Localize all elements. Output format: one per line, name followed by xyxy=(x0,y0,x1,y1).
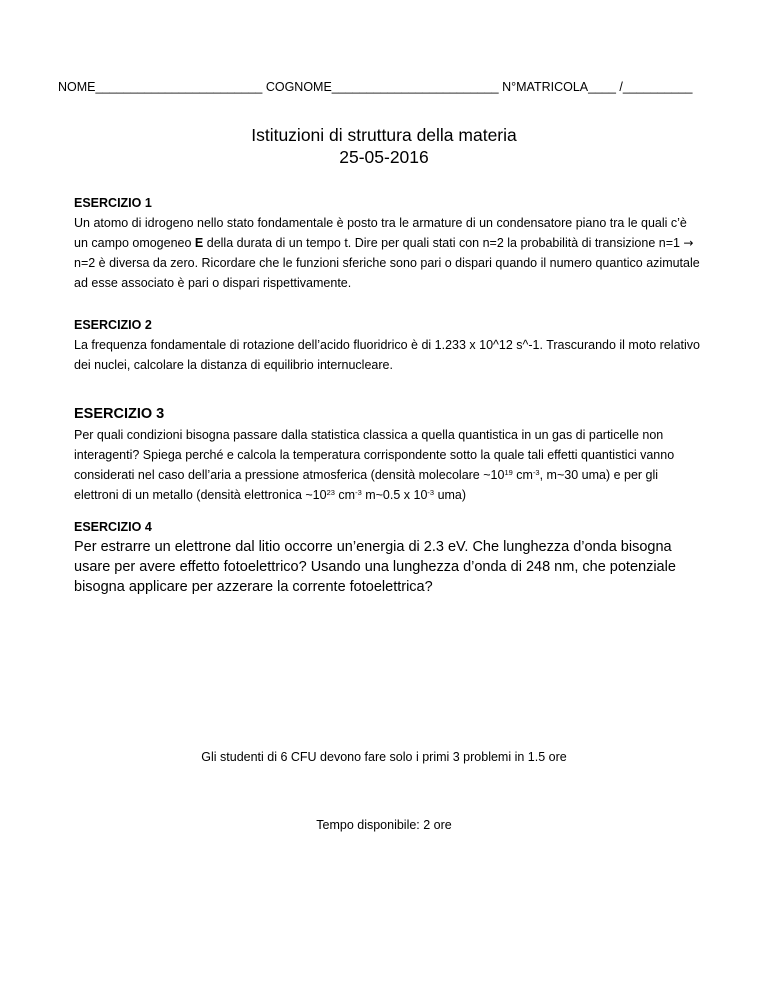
exercise-3-text-4: cm xyxy=(334,488,356,502)
course-title: Istituzioni di struttura della materia xyxy=(251,125,517,145)
exercise-2-text: La frequenza fondamentale di rotazione dell’acido fluoridrico è di 1.233 x 10^12 s^-1. Trascurando il moto relativo dei nuclei, calcolare la distanza di equilibrio internucleare. xyxy=(74,338,700,372)
exercise-1-text-part-c: n=2 è diversa da zero. Ricordare che le funzioni sferiche sono pari o dispari quando il numero quantico azimutale ad esse associato è pari o dispari rispettivamente. xyxy=(74,256,700,290)
exponent: -3 xyxy=(532,468,540,477)
exercise-1-text-part-a: Un atomo di idrogeno nello stato fondamentale è posto tra le armature di un condensatore piano tra le quali c’è un campo omogeneo xyxy=(74,216,687,250)
exercise-1-title: ESERCIZIO 1 xyxy=(74,196,152,210)
exercise-3-title: ESERCIZIO 3 xyxy=(74,406,165,422)
exponent: -3 xyxy=(427,488,435,497)
exercise-2-title: ESERCIZIO 2 xyxy=(74,318,152,332)
exercise-3-text-1: Per quali condizioni bisogna passare dalla statistica classica a quella quantistica in un gas di particelle non interagenti? Spiega perché e calcola la temperatura corrispondente sotto la quale tali effetti quantistici vanno considerati nel caso dell’aria a pressione atmosferica (densità molecolare ~10 xyxy=(74,428,675,482)
arrow-right-icon: → xyxy=(683,236,694,250)
student-info-line: NOME________________________ COGNOME________________________ N°MATRICOLA____ /__________ xyxy=(58,80,693,94)
exponent: 23 xyxy=(326,488,335,497)
exercise-3-text-6: uma) xyxy=(434,488,467,502)
exercise-4-title: ESERCIZIO 4 xyxy=(74,520,152,534)
exercise-1-text-part-b: della durata di un tempo t. Dire per quali stati con n=2 la probabilità di transizione n=1 xyxy=(203,236,684,250)
exercise-4 xyxy=(74,520,704,597)
exercise-1-text xyxy=(74,213,704,293)
exercise-1-field-symbol: E xyxy=(194,236,204,250)
exercise-3-text-3: , m~30 uma) e per gli elettroni di un metallo (densità elettronica ~10 xyxy=(74,468,659,502)
exam-title-block xyxy=(0,124,768,168)
exercise-1 xyxy=(74,196,704,293)
exercise-4-text: Per estrarre un elettrone dal litio occorre un’energia di 2.3 eV. Che lunghezza d’onda bisogna usare per avere effetto fotoelettrico? Usando una lunghezza d’onda di 248 nm, che potenziale bisogna applicare per azzerare la corrente fotoelettrica? xyxy=(74,539,676,595)
exercise-3 xyxy=(74,406,704,505)
exercise-3-text-2: cm xyxy=(512,468,533,482)
footer-time: Tempo disponibile: 2 ore xyxy=(316,818,452,832)
exercise-3-text xyxy=(74,425,704,505)
exercise-3-text-5: m~0.5 x 10 xyxy=(361,488,428,502)
exponent: 19 xyxy=(504,468,513,477)
exam-date: 25-05-2016 xyxy=(339,147,429,167)
footer-note: Gli studenti di 6 CFU devono fare solo i primi 3 problemi in 1.5 ore xyxy=(201,750,567,764)
exponent: -3 xyxy=(355,488,362,497)
exercise-2 xyxy=(74,318,704,375)
